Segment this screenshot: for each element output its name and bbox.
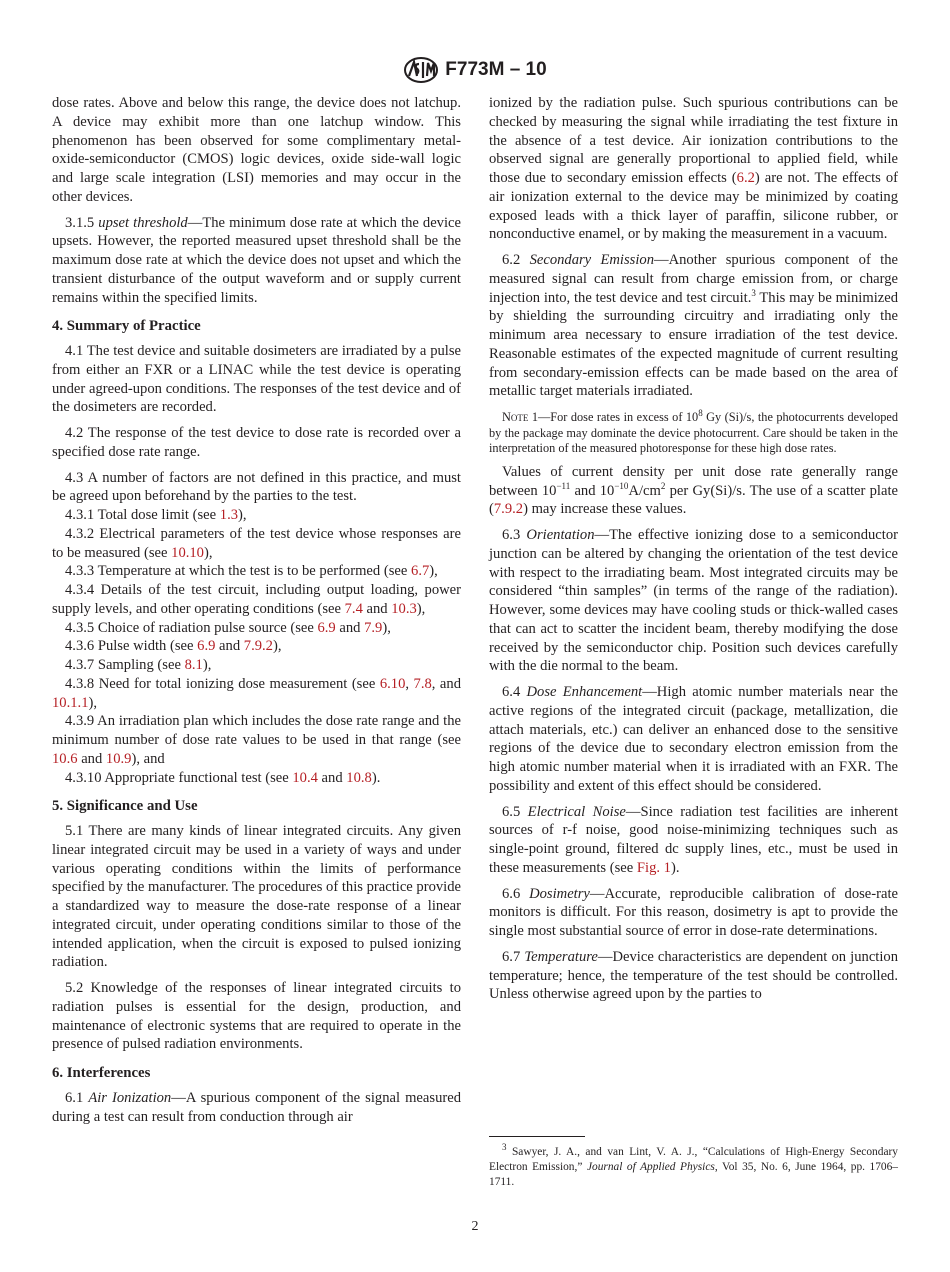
text-run: ) may increase these values.: [523, 501, 687, 518]
text-run: ),: [203, 544, 213, 561]
superscript: 3: [502, 1142, 507, 1153]
superscript: −11: [556, 480, 571, 491]
paragraph: [52, 979, 461, 1054]
text-run: ,: [405, 675, 414, 692]
text-run: ) are not. The effects of air ionization external to the device may be minimized by coating exposed leads with a thick layer of paraffin, silicone rubber, or nonconductive enamel, or by making the measurement in a vacuum.: [489, 170, 898, 243]
text-run: ),: [416, 600, 426, 617]
paragraph: [52, 525, 461, 563]
paragraph: [52, 712, 461, 768]
text-run: 6.4: [502, 684, 527, 701]
text-run: ), and: [131, 750, 165, 767]
cross-reference-link[interactable]: 10.10: [171, 544, 204, 561]
text-run: Gy (Si)/s, the photocurrents developed by the package may dominate the device photocurrent. Care should be taken in the interpretation of the measured photoresponse for these high dose rates.: [489, 410, 899, 456]
text-run: and 10: [570, 482, 615, 499]
text-run: and: [317, 769, 347, 786]
paragraph: [52, 469, 461, 507]
text-run: —The effective ionizing dose to a semiconductor junction can be altered by changing the orientation of the test device with respect to the irradiating beam. Most integrated circuits may be considered “thin samples” (in terms of the range of the radiation). However, some devices may have cooling studs or thick-walled cases that can act to scatter the incident beam, thereby modifying the dose received by the semiconductor chip. Position such devices carefully with the die normal to the beam.: [489, 527, 898, 675]
text-run: Sawyer, J. A., and van Lint, V. A. J., “Calculations of High-Energy Secondary Electron Emission,”: [489, 1146, 898, 1174]
paragraph: [489, 526, 898, 676]
section-heading: [52, 317, 461, 336]
text-run: 6.2: [502, 252, 530, 268]
text-run: 5.1 There are many kinds of linear integrated circuits. Any given linear integrated circuit may be used in a variety of ways and under various operating conditions within the limits of performance specified by the manufacturer. The procedures of this practice provide a standardized way to measure the dose-rate response of a linear integrated circuit, under operating conditions similar to those of the intended application, when the circuit is exposed to pulsed ionizing radiation.: [52, 823, 462, 971]
paragraph: [489, 463, 898, 519]
cross-reference-link[interactable]: 8.1: [184, 657, 203, 673]
text-run: 4.3.3 Temperature at which the test is to be performed (see: [65, 563, 412, 580]
cross-reference-link[interactable]: 10.6: [52, 750, 78, 767]
paragraph: [52, 822, 461, 972]
superscript: −10: [614, 480, 629, 491]
cross-reference-link[interactable]: 6.9: [197, 638, 216, 655]
paragraph: [52, 675, 461, 713]
cross-reference-link[interactable]: 1.3: [219, 507, 239, 523]
text-run: 5.2 Knowledge of the responses of linear integrated circuits to radiation pulses is essential for the design, production, and maintenance of electronic systems that are required to operate in the presence of pulsed radiation environments.: [52, 980, 461, 1053]
text-run: and: [362, 600, 392, 617]
text-run: 6.7: [502, 948, 525, 965]
page-number: 2: [471, 1219, 479, 1234]
paragraph: [489, 683, 898, 796]
text-run: Values of current density per unit dose rate generally range between 10: [489, 463, 898, 499]
left-column: [52, 94, 461, 1133]
text-run: 4.3 A number of factors are not defined in this practice, and must be agreed upon beforehand by the parties to the test.: [52, 469, 461, 505]
paragraph: [52, 656, 461, 675]
footnote-divider: [489, 1136, 585, 1137]
text-run: A/cm: [628, 482, 661, 499]
text-run: ionized by the radiation pulse. Such spurious contributions can be checked by measuring the signal while irradiating the test fixture in the absence of a test device. Air ionization contributions to the observed signal are generally proportional to applied field, while those due to secondary emission effects (: [489, 95, 898, 186]
paragraph: [52, 581, 461, 619]
cross-reference-link[interactable]: 7.9.2: [243, 638, 273, 655]
text-run: 1—For dose rates in excess of 10: [528, 410, 699, 424]
paragraph: [52, 637, 461, 656]
paragraph: [52, 619, 461, 638]
text-run: and: [335, 619, 365, 636]
text-run: , and: [431, 675, 462, 692]
text-run: This may be minimized by shielding the surrounding circuitry and irradiating only the minimum area necessary to ensure irradiation of the test device. Reasonable estimates of the expected magnitude of current resulting from secondary-emission effects can be made based on the area of metallic target materials irradiated.: [489, 289, 899, 400]
text-run: —The minimum dose rate at which the device upsets. However, the reported measured upset threshold shall be the maximum dose rate at which the device does not upset and which the transient disturbance of the output waveform and or supply current remains within the specified limits.: [52, 214, 461, 306]
superscript: 3: [751, 287, 756, 298]
italic-term: Air Ionization: [88, 1089, 172, 1106]
cross-reference-link[interactable]: 7.8: [413, 675, 432, 692]
paragraph: [52, 1089, 461, 1127]
text-run: 6.1: [65, 1089, 89, 1106]
cross-reference-link[interactable]: 6.9: [317, 619, 336, 636]
cross-reference-link[interactable]: 10.4: [292, 769, 318, 786]
superscript: 8: [698, 407, 703, 418]
text-run: 4.3.4 Details of the test circuit, including output loading, power supply levels, and other operating conditions (see: [52, 582, 461, 617]
text-run: ),: [272, 638, 282, 655]
text-run: 4.2 The response of the test device to dose rate is recorded over a specified dose rate range.: [52, 425, 461, 460]
text-run: ),: [202, 657, 212, 673]
italic-term: Temperature: [524, 948, 598, 965]
text-run: 5. Significance and Use: [52, 798, 198, 815]
text-run: ),: [382, 619, 391, 636]
paragraph: [489, 885, 898, 941]
paragraph: [52, 342, 461, 417]
cross-reference-link[interactable]: 7.4: [344, 600, 363, 617]
paragraph: [52, 562, 461, 581]
text-run: 4.3.10 Appropriate functional test (see: [65, 769, 293, 786]
text-run: dose rates. Above and below this range, the device does not latchup. A device may exhibit more than one latchup window. This phenomenon has been observed for some complimentary metal-oxide-semiconductor (CMOS) logic devices, oxide side-wall logic and large scale integration (LSI) memories and may occur in the other devices.: [52, 95, 461, 205]
text-run: ),: [238, 507, 247, 523]
right-column: [489, 94, 898, 1011]
text-run: , Vol 35, No. 6, June 1964, pp. 1706–1711.: [489, 1161, 898, 1189]
cross-reference-link[interactable]: 6.2: [736, 170, 755, 186]
text-run: Note: [502, 410, 529, 424]
text-run: and: [77, 750, 106, 767]
text-run: —Accurate, reproducible calibration of dose-rate monitors is difficult. For this reason, dosimetry is apt to provide the single most substantial source of error in dose-rate determinations.: [489, 885, 898, 940]
italic-term: Journal of Applied Physics: [586, 1161, 715, 1174]
text-run: and: [215, 638, 244, 655]
cross-reference-link[interactable]: 6.10: [379, 675, 406, 692]
italic-term: Secondary Emission: [529, 252, 654, 268]
text-run: 6.3: [502, 527, 527, 544]
page-header: [0, 56, 950, 84]
text-run: ).: [670, 859, 680, 876]
text-run: —Another spurious component of the measured signal can result from charge emission from, or charge injection into, the test device and test circuit.: [489, 252, 898, 306]
text-run: —Since radiation test facilities are inherent sources of r-f noise, good noise-minimizing techniques such as single-point ground, filtered dc supply lines, etc., must be used in these measurements (see: [489, 803, 898, 876]
text-run: 4.3.8 Need for total ionizing dose measurement (see: [65, 675, 380, 692]
text-run: ).: [371, 769, 381, 786]
paragraph: [489, 948, 898, 1004]
text-run: 4.3.5 Choice of radiation pulse source (see: [65, 619, 318, 636]
section-heading: [52, 797, 461, 816]
text-run: 6.5: [502, 803, 528, 820]
paragraph: [52, 214, 461, 308]
paragraph: [52, 94, 461, 207]
text-run: —High atomic number materials near the active regions of the integrated circuit (package, metallization, die attach materials, etc.) can deliver an enhanced dose to the sensitive regions of the device due to secondary electron emission from the high atomic number material when it is irradiated with an FXR. The possibility and extent of this effect should be considered.: [489, 684, 899, 794]
cross-reference-link[interactable]: 10.1.1: [52, 694, 89, 711]
document-id: F773M – 10: [445, 59, 547, 80]
text-run: 4.1 The test device and suitable dosimeters are irradiated by a pulse from either an FXR or a LINAC while the test device is operating under agreed-upon conditions. The responses of the test device and of the dosimeters are recorded.: [52, 343, 461, 416]
text-run: —Device characteristics are dependent on junction temperature; hence, the temperature of the test should be controlled. Unless otherwise agreed upon by the parties to: [489, 948, 899, 1003]
italic-term: Electrical Noise: [527, 803, 626, 820]
italic-term: Dosimetry: [529, 885, 590, 902]
section-heading: [52, 1064, 461, 1083]
cross-reference-link[interactable]: 7.9.2: [493, 501, 524, 518]
paragraph: [489, 251, 898, 401]
text-run: 6.6: [502, 885, 530, 902]
text-run: per Gy(Si)/s. The use of a scatter plate (: [489, 482, 898, 518]
text-run: 4.3.2 Electrical parameters of the test device whose responses are to be measured (see: [52, 525, 461, 561]
text-run: 4.3.1 Total dose limit (see: [65, 507, 220, 523]
paragraph: [52, 769, 461, 788]
italic-term: Dose Enhancement: [526, 684, 643, 701]
text-run: 4.3.7 Sampling (see: [65, 657, 185, 673]
paragraph: [52, 506, 461, 525]
text-run: ),: [429, 563, 438, 580]
cross-reference-link[interactable]: 10.9: [105, 750, 132, 767]
text-run: 4. Summary of Practice: [52, 318, 201, 335]
text-run: —A spurious component of the signal measured during a test can result from conduction through air: [52, 1089, 462, 1125]
superscript: 2: [660, 480, 666, 491]
text-run: 4.3.6 Pulse width (see: [65, 638, 198, 655]
note-paragraph: [489, 407, 899, 457]
text-run: 6. Interferences: [52, 1065, 151, 1081]
text-run: 3.1.5: [65, 214, 99, 231]
italic-term: upset threshold: [98, 214, 188, 231]
cross-reference-link[interactable]: 7.9: [364, 619, 383, 636]
text-run: 4.3.9 An irradiation plan which includes the dose rate range and the minimum number of dose rate values to be used in that range (see: [52, 713, 461, 748]
paragraph: [489, 94, 898, 244]
paragraph: [52, 424, 461, 462]
cross-reference-link[interactable]: 10.8: [346, 769, 372, 786]
cross-reference-link[interactable]: Fig. 1: [636, 859, 671, 876]
astm-logo-icon: [403, 56, 439, 84]
text-run: ),: [88, 694, 97, 711]
cross-reference-link[interactable]: 6.7: [411, 563, 430, 580]
paragraph: [489, 803, 898, 878]
cross-reference-link[interactable]: 10.3: [391, 600, 417, 617]
footnote: [489, 1142, 898, 1191]
italic-term: Orientation: [526, 527, 595, 544]
